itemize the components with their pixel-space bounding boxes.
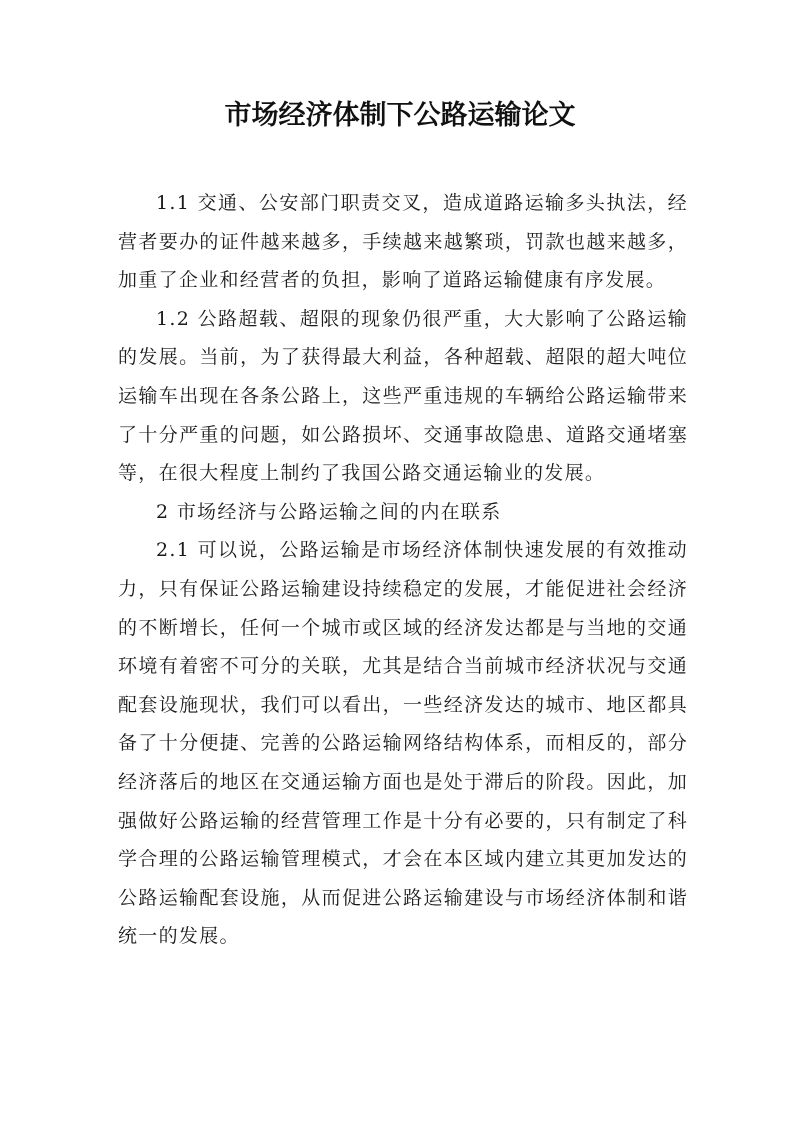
document-body	[118, 184, 688, 956]
paragraph-1-2: 1.2 公路超载、超限的现象仍很严重，大大影响了公路运输的发展。当前，为了获得最大利益，各种超载、超限的超大吨位运输车出现在各条公路上，这些严重违规的车辆给公路运输带来了十分严重的问题，如公路损坏、交通事故隐患、道路交通堵塞等，在很大程度上制约了我国公路交通运输业的发展。	[118, 307, 688, 485]
paragraph-1-1: 1.1 交通、公安部门职责交叉，造成道路运输多头执法，经营者要办的证件越来越多，手续越来越繁琐，罚款也越来越多，加重了企业和经营者的负担，影响了道路运输健康有序发展。	[118, 192, 688, 292]
paragraph-2-1: 2.1 可以说，公路运输是市场经济体制快速发展的有效推动力，只有保证公路运输建设持续稳定的发展，才能促进社会经济的不断增长，任何一个城市或区域的经济发达都是与当地的交通环境有着密不可分的关联，尤其是结合当前城市经济状况与交通配套设施现状，我们可以看出，一些经济发达的城市、地区都具备了十分便捷、完善的公路运输网络结构体系，而相反的，部分经济落后的地区在交通运输方面也是处于滞后的阶段。因此，加强做好公路运输的经营管理工作是十分有必要的，只有制定了科学合理的公路运输管理模式，才会在本区域内建立其更加发达的公路运输配套设施，从而促进公路运输建设与市场经济体制和谐统一的发展。	[118, 539, 688, 948]
document-title: 市场经济体制下公路运输论文	[224, 100, 576, 131]
section-heading-2: 2 市场经济与公路运输之间的内在联系	[156, 500, 502, 523]
